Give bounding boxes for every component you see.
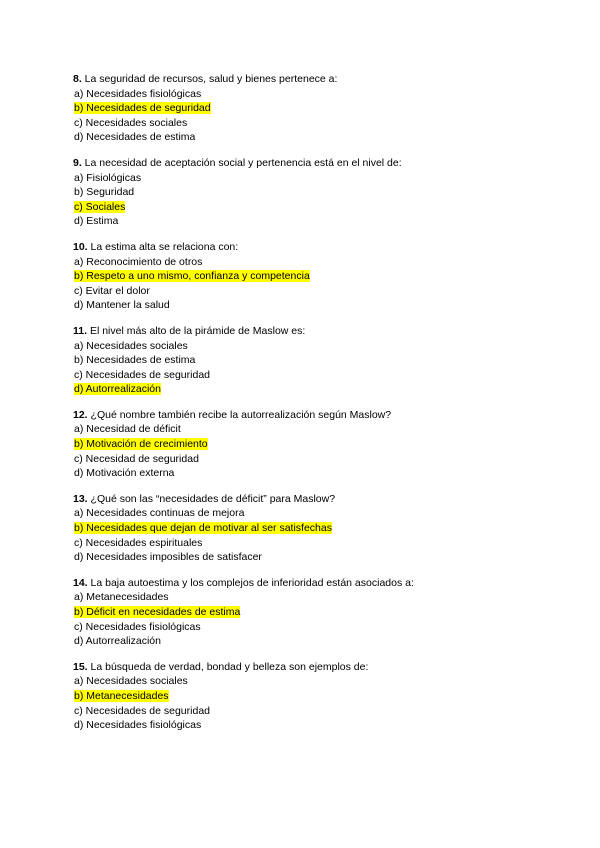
option-d — [73, 298, 553, 313]
question-number: 10. — [73, 240, 88, 253]
quiz-list — [73, 72, 553, 744]
question-text: La necesidad de aceptación social y pertenencia está en el nivel de: — [81, 156, 402, 169]
question-line — [73, 324, 553, 339]
question-number: 11. — [73, 324, 88, 337]
question-line — [73, 660, 553, 675]
option-c — [73, 704, 553, 719]
option-text: c) Necesidades fisiológicas — [74, 620, 201, 633]
question-number: 8. — [73, 73, 82, 85]
question-text: ¿Qué son las “necesidades de déficit” para Maslow? — [87, 492, 336, 505]
question-number: 9. — [73, 156, 82, 169]
option-text: d) Necesidades imposibles de satisfacer — [74, 551, 262, 564]
option-a — [73, 506, 553, 521]
option-b — [73, 689, 553, 704]
option-c — [73, 620, 553, 635]
question-number: 15. — [73, 660, 88, 673]
question-number: 12. — [73, 408, 88, 421]
option-text: d) Autorrealización — [74, 635, 161, 648]
question-14 — [73, 576, 553, 649]
question-text: La búsqueda de verdad, bondad y belleza son ejemplos de: — [87, 660, 369, 673]
option-d — [73, 550, 553, 565]
option-text: a) Necesidades sociales — [74, 675, 188, 688]
highlighted-answer: b) Necesidades que dejan de motivar al ser satisfechas — [74, 522, 332, 535]
option-a — [73, 590, 553, 605]
option-a — [73, 674, 553, 689]
option-text: a) Necesidad de déficit — [74, 423, 181, 436]
option-c — [73, 536, 553, 551]
question-line — [73, 240, 553, 255]
option-b — [73, 269, 553, 284]
option-b — [73, 185, 553, 200]
question-line — [73, 72, 553, 87]
highlighted-answer: b) Metanecesidades — [74, 689, 169, 702]
question-line — [73, 576, 553, 591]
option-text: c) Necesidad de seguridad — [74, 452, 199, 465]
option-text: c) Necesidades espirituales — [74, 536, 203, 549]
question-13 — [73, 492, 553, 565]
option-text: d) Motivación externa — [74, 467, 175, 480]
option-d — [73, 130, 553, 145]
question-15 — [73, 660, 553, 733]
highlighted-answer: b) Respeto a uno mismo, confianza y competencia — [74, 270, 310, 283]
highlighted-answer: b) Motivación de crecimiento — [74, 438, 208, 451]
question-11 — [73, 324, 553, 397]
option-text: a) Metanecesidades — [74, 591, 169, 604]
option-text: c) Evitar el dolor — [74, 284, 150, 297]
option-text: d) Estima — [74, 215, 119, 228]
question-text: La seguridad de recursos, salud y bienes pertenece a: — [81, 73, 338, 85]
option-text: b) Necesidades de estima — [74, 354, 196, 367]
option-a — [73, 171, 553, 186]
option-c — [73, 284, 553, 299]
question-line — [73, 156, 553, 171]
option-a — [73, 255, 553, 270]
option-d — [73, 214, 553, 229]
option-c — [73, 368, 553, 383]
option-b — [73, 101, 553, 116]
option-c — [73, 200, 553, 215]
highlighted-answer: d) Autorrealización — [74, 383, 161, 396]
option-d — [73, 634, 553, 649]
question-9 — [73, 156, 553, 229]
question-text: ¿Qué nombre también recibe la autorrealización según Maslow? — [87, 408, 392, 421]
option-c — [73, 116, 553, 131]
question-line — [73, 408, 553, 423]
option-b — [73, 353, 553, 368]
option-a — [73, 339, 553, 354]
option-b — [73, 521, 553, 536]
option-text: d) Mantener la salud — [74, 299, 170, 312]
option-text: a) Fisiológicas — [74, 171, 142, 184]
option-text: c) Necesidades de seguridad — [74, 368, 210, 381]
highlighted-answer: b) Necesidades de seguridad — [74, 102, 211, 115]
question-8 — [73, 72, 553, 145]
question-number: 14. — [73, 576, 88, 589]
option-text: c) Necesidades sociales — [74, 116, 188, 129]
question-text: La baja autoestima y los complejos de inferioridad están asociados a: — [87, 576, 414, 589]
option-b — [73, 437, 553, 452]
option-text: a) Necesidades sociales — [74, 339, 188, 352]
question-number: 13. — [73, 492, 88, 505]
option-a — [73, 87, 553, 102]
question-text: El nivel más alto de la pirámide de Maslow es: — [87, 324, 306, 337]
option-text: c) Necesidades de seguridad — [74, 704, 210, 717]
option-text: a) Necesidades continuas de mejora — [74, 507, 245, 520]
option-b — [73, 605, 553, 620]
question-10 — [73, 240, 553, 313]
option-a — [73, 422, 553, 437]
option-text: a) Reconocimiento de otros — [74, 255, 203, 268]
option-d — [73, 466, 553, 481]
question-line — [73, 492, 553, 507]
question-12 — [73, 408, 553, 481]
option-text: d) Necesidades de estima — [74, 131, 196, 144]
option-text: d) Necesidades fisiológicas — [74, 719, 202, 732]
option-text: b) Seguridad — [74, 186, 135, 199]
option-d — [73, 382, 553, 397]
option-text: a) Necesidades fisiológicas — [74, 87, 202, 100]
highlighted-answer: b) Déficit en necesidades de estima — [74, 606, 241, 618]
highlighted-answer: c) Sociales — [74, 200, 126, 213]
question-text: La estima alta se relaciona con: — [87, 240, 239, 253]
option-c — [73, 452, 553, 467]
option-d — [73, 718, 553, 733]
